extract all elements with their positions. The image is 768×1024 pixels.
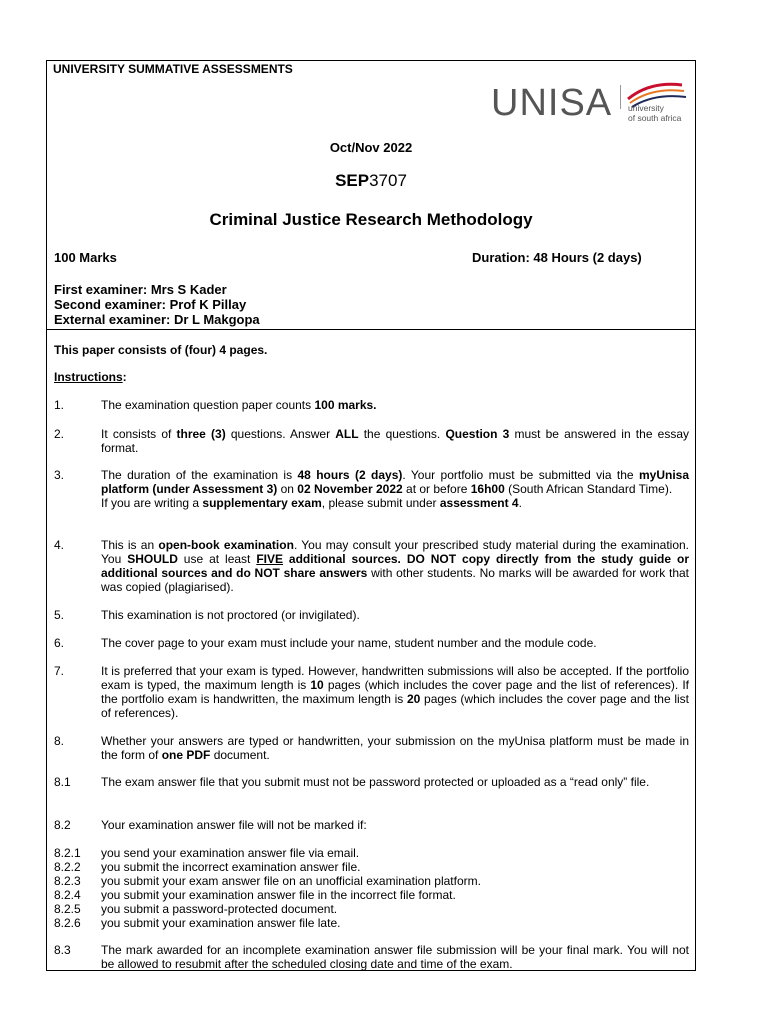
logo-wordmark: UNISA bbox=[491, 82, 613, 124]
unisa-logo bbox=[491, 79, 691, 127]
exam-duration: Duration: 48 Hours (2 days) bbox=[472, 250, 642, 265]
external-examiner: External examiner: Dr L Makgopa bbox=[54, 312, 260, 327]
logo-subtitle: university of south africa bbox=[628, 103, 682, 123]
module-code: SEP3707 bbox=[335, 171, 407, 190]
instructions-heading: Instructions: bbox=[54, 370, 127, 384]
exam-cover-page: UNIVERSITY SUMMATIVE ASSESSMENTS UNISA university of south africa Oct/Nov 2022 SEP3707 Criminal Justice Research Methodology 100 Marks Duration: 48 Hours (2 days) First examiner: Mrs S Kader Second examiner: Prof K Pillay External examiner: Dr L Makgopa This paper consists of (four) 4 pages. Instructions: 1. The examination question paper counts 100 marks. 2. It consists of three (3) questions. Answer ALL the questions. Question 3 must be answered in the essay format. 3. The duration of the examination is 48 hours (2 days). Your portfolio must be submitted via the myUnisa platform (under Assessment 3) on 02 November 2022 at or before 16h00 (South African Standard Time). If you are writing a supplementary exam, please submit under assessment 4. 4. This is an open-book examination. You may consult your prescribed study material during the examination. You SHOULD use at least FIVE additional sources. DO NOT copy directly from the study guide or additional sources and do NOT share answers with other students. No marks will be awarded for work that was copied (plagiarised). 5. This examination is not proctored (or invigilated). 6. The cover page to your exam must include your name, student number and the module code. 7. It is preferred that your exam is typed. However, handwritten submissions will also be accepted. If the portfolio exam is typed, the maximum length is 10 pages (which includes the cover page and the list of references). If the portfolio exam is handwritten, the maximum length is 20 pages (which includes the cover page and the list of references). 8. Whether your answers are typed or handwritten, your submission on the myUnisa platform must be made in the form of one PDF document. 8.1 The exam answer file that you submit must not be password protected or uploaded as a “read only” file. 8.2 Your examination answer file will not be marked if: 8.2.1 you send your examination answer file via email. 8.2.2 you submit the incorrect examination answer file. 8.2.3 you submit your exam answer file on an unofficial examination platform. 8.2.4 you submit your examination answer file in the incorrect file format. 8.2.5 you submit a password-protected document. 8.2.6 you submit your examination answer file late. 8.3 The mark awarded for an incomplete examination answer file submission will be your final mark. You will not be allowed to resubmit after the scheduled closing date and time of the exam. bbox=[46, 60, 696, 971]
pages-note: This paper consists of (four) 4 pages. bbox=[54, 343, 268, 357]
first-examiner: First examiner: Mrs S Kader bbox=[54, 282, 227, 297]
module-title: Criminal Justice Research Methodology bbox=[209, 210, 533, 229]
assessment-type-label: UNIVERSITY SUMMATIVE ASSESSMENTS bbox=[53, 62, 293, 76]
second-examiner: Second examiner: Prof K Pillay bbox=[54, 297, 247, 312]
exam-session: Oct/Nov 2022 bbox=[329, 140, 413, 155]
cover-header bbox=[47, 61, 695, 330]
total-marks: 100 Marks bbox=[54, 250, 117, 265]
